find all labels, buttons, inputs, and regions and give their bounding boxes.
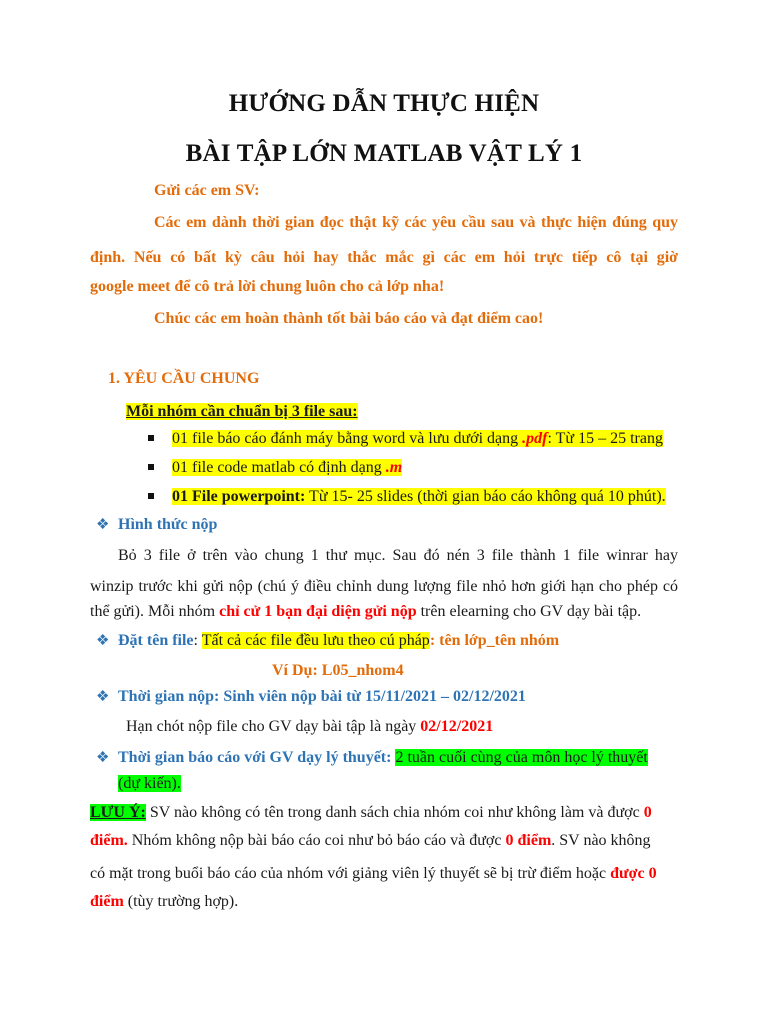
square-bullet-icon xyxy=(148,464,154,470)
submit-form-line-1: Bỏ 3 file ở trên vào chung 1 thư mục. Sau đó nén 3 file thành 1 file winrar hay xyxy=(118,547,678,564)
bullet-pdf-ext: .pdf xyxy=(522,430,548,447)
intro-line-3: google meet để cô trả lời chung luôn cho cả lớp nha! xyxy=(90,278,445,295)
report-time-highlight: 2 tuần cuối cùng của môn học lý thuyết xyxy=(395,749,648,766)
bullet-item-code xyxy=(172,457,402,479)
square-bullet-icon xyxy=(148,435,154,441)
note-l4a: điểm xyxy=(90,893,124,910)
bullet-ppt-label: 01 File powerpoint: xyxy=(172,488,306,505)
note-l1b: 0 xyxy=(643,804,652,821)
file-naming-rule: Tất cả các file đều lưu theo cú pháp xyxy=(201,632,430,649)
deadline-text: Hạn chót nộp file cho GV dạy bài tập là ngày xyxy=(126,718,421,735)
report-time-label: Thời gian báo cáo với GV dạy lý thuyết: xyxy=(118,749,392,766)
note-line-1 xyxy=(90,802,652,824)
bullet-ppt-text: Từ 15- 25 slides (thời gian báo cáo không quá 10 phút). xyxy=(305,488,666,505)
bullet-item-ppt xyxy=(172,486,666,508)
section-sub-text: Mỗi nhóm cần chuẩn bị 3 file sau: xyxy=(126,403,358,420)
section-heading: 1. YÊU CẦU CHUNG xyxy=(108,370,260,387)
diamond-bullet-icon: ❖ xyxy=(96,517,110,533)
bullet-pdf-pages: : Từ 15 – 25 trang xyxy=(547,430,663,447)
greeting: Gửi các em SV: xyxy=(154,182,260,199)
note-l1a: SV nào không có tên trong danh sách chia nhóm coi như không làm và được xyxy=(145,804,644,821)
submit-form-l3c: trên elearning cho GV dạy bài tập. xyxy=(416,603,642,620)
diamond-bullet-icon: ❖ xyxy=(96,689,110,705)
note-l3b: được 0 xyxy=(610,865,657,882)
bullet-pdf-text: 01 file báo cáo đánh máy bằng word và lưu dưới dạng xyxy=(172,430,523,447)
report-time-estimate: (dự kiến). xyxy=(118,775,181,792)
file-naming-example: Ví Dụ: L05_nhom4 xyxy=(272,662,404,679)
diamond-bullet-icon: ❖ xyxy=(96,633,110,649)
deadline-label: Thời gian nộp: Sinh viên nộp bài từ 15/11/2021 – 02/12/2021 xyxy=(118,688,526,705)
note-l4b: (tùy trường hợp). xyxy=(123,893,239,910)
file-naming-colon: : xyxy=(193,632,202,649)
bullet-item-pdf xyxy=(172,428,663,450)
report-time-line xyxy=(118,747,648,769)
page-title-line2: BÀI TẬP LỚN MATLAB VẬT LÝ 1 xyxy=(185,140,583,167)
note-line-4 xyxy=(90,891,238,913)
submit-form-l3b: chỉ cử 1 bạn đại diện gửi nộp xyxy=(219,603,417,620)
page-title-line1: HƯỚNG DẪN THỰC HIỆN xyxy=(228,90,540,117)
file-naming-label: Đặt tên file xyxy=(118,632,194,649)
deadline-date: 02/12/2021 xyxy=(420,718,494,735)
note-line-2 xyxy=(90,830,651,852)
square-bullet-icon xyxy=(148,493,154,499)
note-l2a: điểm. xyxy=(90,832,128,849)
intro-wish: Chúc các em hoàn thành tốt bài báo cáo và đạt điểm cao! xyxy=(154,310,544,327)
submit-form-l3a: thể gửi). Mỗi nhóm xyxy=(90,603,220,620)
file-naming-syntax: : tên lớp_tên nhóm xyxy=(429,632,560,649)
intro-line-1: Các em dành thời gian đọc thật kỹ các yêu cầu sau và thực hiện đúng quy xyxy=(154,214,678,231)
report-time-line-2 xyxy=(118,773,181,795)
note-label: LƯU Ý: xyxy=(90,804,146,821)
intro-line-2: định. Nếu có bất kỳ câu hỏi hay thắc mắc gì các em hỏi trực tiếp cô tại giờ xyxy=(90,249,678,266)
diamond-bullet-icon: ❖ xyxy=(96,750,110,766)
note-l2c: 0 điểm xyxy=(505,832,552,849)
section-sub xyxy=(126,401,358,423)
note-l3a: có mặt trong buổi báo cáo của nhóm với giảng viên lý thuyết sẽ bị trừ điểm hoặc xyxy=(90,865,611,882)
submit-form-line-2: winzip trước khi gửi nộp (chú ý điều chỉnh dung lượng file nhỏ hơn giới hạn cho phép có xyxy=(90,578,678,595)
file-naming-line xyxy=(118,630,559,652)
note-line-3 xyxy=(90,863,657,885)
submit-form-label: Hình thức nộp xyxy=(118,516,218,533)
bullet-code-text: 01 file code matlab có định dạng xyxy=(172,459,386,476)
submit-form-line-3 xyxy=(90,601,641,623)
note-l2d: . SV nào không xyxy=(551,832,651,849)
deadline-line-2 xyxy=(126,716,493,738)
bullet-code-ext: .m xyxy=(385,459,403,476)
note-l2b: Nhóm không nộp bài báo cáo coi như bỏ báo cáo và được xyxy=(127,832,506,849)
